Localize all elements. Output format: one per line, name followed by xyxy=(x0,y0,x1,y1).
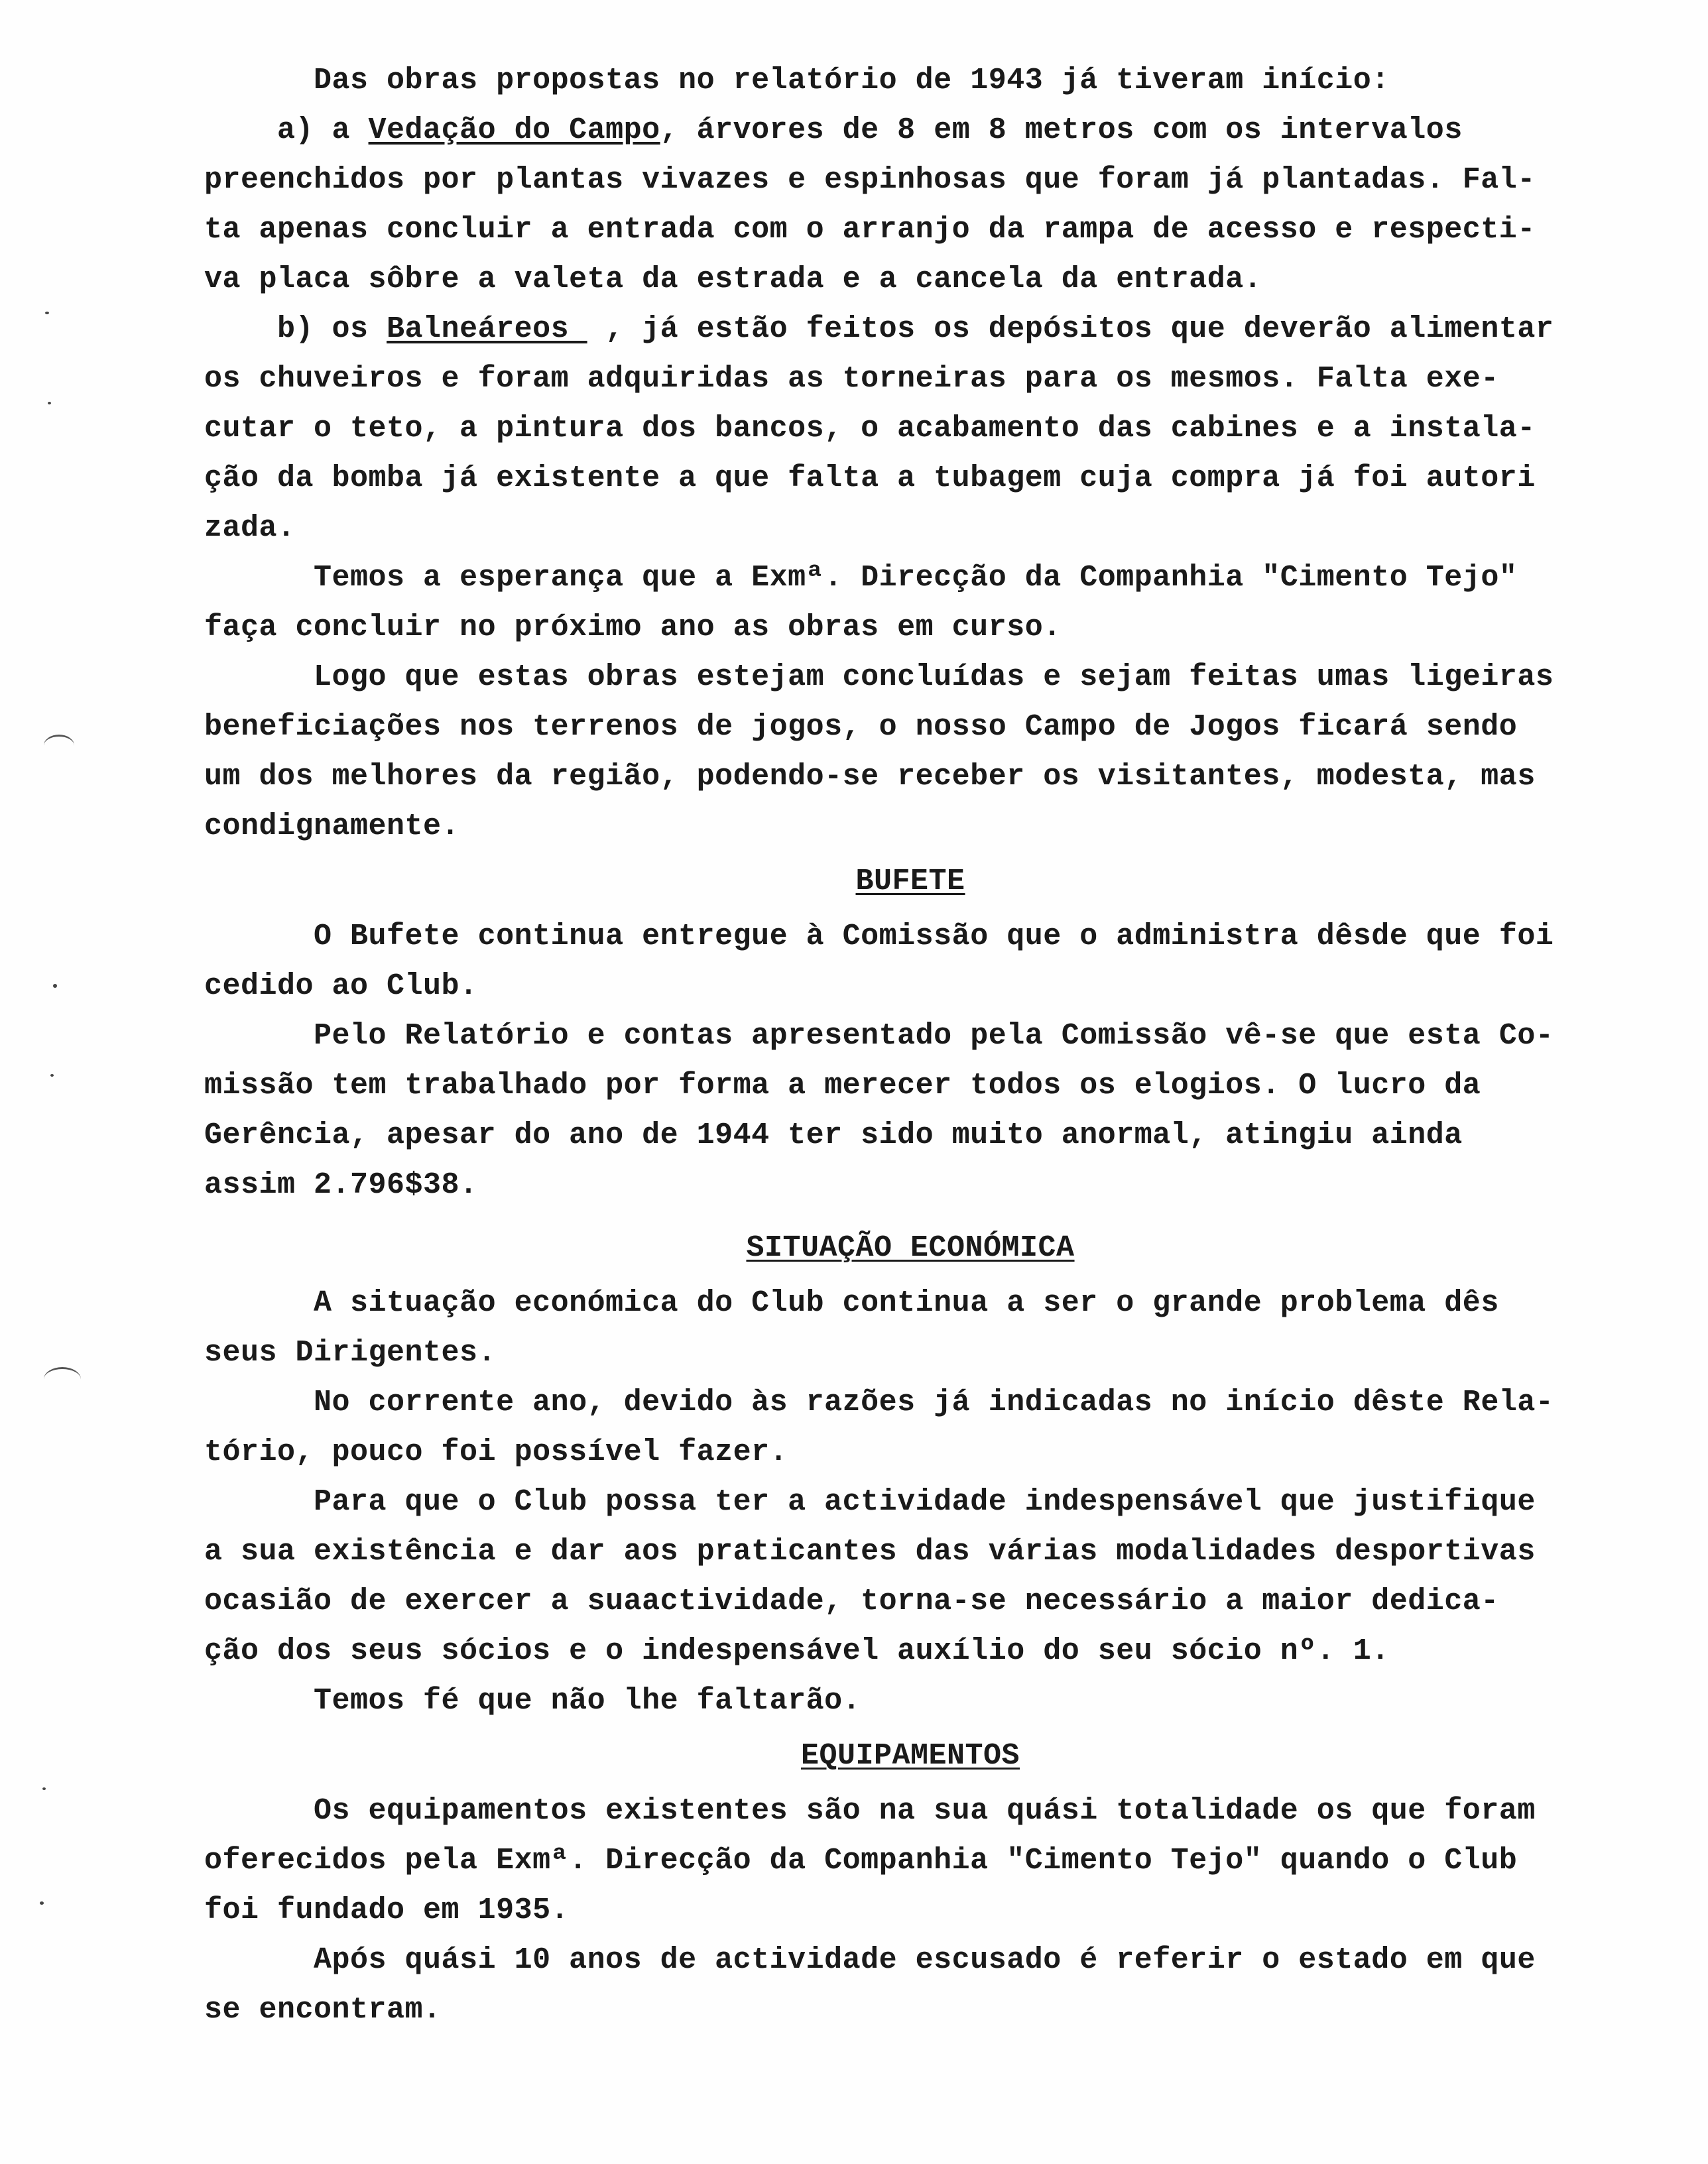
section-obras xyxy=(204,56,1689,851)
line-text: tório, pouco foi possível fazer. xyxy=(204,1435,788,1469)
text-line xyxy=(204,1278,1689,1328)
text-line xyxy=(204,1011,1689,1061)
line-text: beneficiações nos terrenos de jogos, o nosso Campo de Jogos ficará sendo xyxy=(204,710,1518,744)
line-text: ocasião de exercer a suaactividade, torna-se necessário a maior dedica- xyxy=(204,1585,1499,1618)
scan-speck xyxy=(42,1787,46,1790)
line-text: , árvores de 8 em 8 metros com os intervalos xyxy=(660,113,1463,147)
heading-bufete: BUFETE xyxy=(855,865,965,898)
text-line xyxy=(204,1836,1689,1886)
line-text: No corrente ano, devido às razões já indicadas no início dêste Rela- xyxy=(314,1386,1554,1419)
line-text: Após quási 10 anos de actividade escusado é referir o estado em que xyxy=(314,1943,1536,1977)
line-text: ção da bomba já existente a que falta a tubagem cuja compra já foi autori xyxy=(204,461,1536,495)
text-line xyxy=(204,652,1689,702)
text-line xyxy=(204,1985,1689,2035)
text-line: b) os Balneáreos , já estão feitos os depósitos que deverão alimentar xyxy=(204,312,1554,346)
line-text: Gerência, apesar do ano de 1944 ter sido muito anormal, atingiu ainda xyxy=(204,1118,1463,1152)
scan-mark xyxy=(44,1367,81,1392)
underlined-term: Balneáreos xyxy=(387,312,587,346)
line-text: missão tem trabalhado por forma a merecer todos os elogios. O lucro da xyxy=(204,1069,1481,1103)
text-line xyxy=(204,961,1689,1011)
text-line xyxy=(204,1427,1689,1477)
text-line xyxy=(204,912,1689,961)
line-text: Das obras propostas no relatório de 1943 já tiveram início: xyxy=(314,64,1390,97)
line-text: oferecidos pela Exmª. Direcção da Companhia "Cimento Tejo" quando o Club xyxy=(204,1844,1518,1878)
text-line xyxy=(204,1160,1689,1210)
line-text: Para que o Club possa ter a actividade indespensável que justifique xyxy=(314,1485,1536,1519)
text-line xyxy=(204,1477,1689,1527)
text-line xyxy=(204,56,1689,105)
text-line xyxy=(204,1626,1689,1676)
section-situacao-economica xyxy=(204,1278,1689,1726)
text-line xyxy=(204,453,1689,503)
text-line xyxy=(204,255,1689,304)
line-text: Os equipamentos existentes são na sua quási totalidade os que foram xyxy=(314,1794,1536,1828)
text-line xyxy=(204,503,1689,553)
scan-speck xyxy=(40,1901,44,1905)
text-line xyxy=(204,1935,1689,1985)
line-text: A situação económica do Club continua a ser o grande problema dês xyxy=(314,1286,1499,1320)
line-text: os chuveiros e foram adquiridas as torneiras para os mesmos. Falta exe- xyxy=(204,362,1499,396)
document-body xyxy=(204,56,1689,2035)
line-text: ta apenas concluir a entrada com o arranjo da rampa de acesso e respecti- xyxy=(204,213,1536,247)
text-line xyxy=(204,702,1689,752)
scan-mark xyxy=(44,735,74,756)
line-text: Temos a esperança que a Exmª. Direcção da Companhia "Cimento Tejo" xyxy=(314,561,1518,595)
heading-situacao-economica: SITUAÇÃO ECONÓMICA xyxy=(746,1231,1075,1265)
line-text: Logo que estas obras estejam concluídas e sejam feitas umas ligeiras xyxy=(314,660,1554,694)
line-text: se encontram. xyxy=(204,1993,442,2027)
text-line xyxy=(204,802,1689,851)
text-line xyxy=(204,1061,1689,1111)
scan-speck xyxy=(53,984,57,988)
text-line xyxy=(204,752,1689,802)
line-text: a sua existência e dar aos praticantes das várias modalidades desportivas xyxy=(204,1535,1536,1569)
line-text: um dos melhores da região, podendo-se receber os visitantes, modesta, mas xyxy=(204,760,1536,794)
text-line xyxy=(204,404,1689,453)
text-line xyxy=(204,553,1689,603)
section-equipamentos xyxy=(204,1786,1689,2035)
line-text: foi fundado em 1935. xyxy=(204,1894,570,1927)
line-text: O Bufete continua entregue à Comissão que o administra dêsde que foi xyxy=(314,920,1554,953)
scan-speck xyxy=(45,312,49,314)
line-text: cutar o teto, a pintura dos bancos, o acabamento das cabines e a instala- xyxy=(204,412,1536,446)
line-text: va placa sôbre a valeta da estrada e a cancela da entrada. xyxy=(204,263,1262,296)
text-line xyxy=(204,1328,1689,1378)
line-text: ção dos seus sócios e o indespensável auxílio do seu sócio nº. 1. xyxy=(204,1634,1390,1668)
line-text: cedido ao Club. xyxy=(204,969,478,1003)
line-text: faça concluir no próximo ano as obras em curso. xyxy=(204,611,1062,644)
text-line xyxy=(204,354,1689,404)
line-text: seus Dirigentes. xyxy=(204,1336,497,1370)
text-line xyxy=(204,1577,1689,1626)
text-line xyxy=(204,1527,1689,1577)
line-text: preenchidos por plantas vivazes e espinhosas que foram já plantadas. Fal- xyxy=(204,163,1536,197)
scan-speck xyxy=(50,1074,54,1077)
text-line xyxy=(204,1378,1689,1427)
heading-equipamentos: EQUIPAMENTOS xyxy=(800,1739,1020,1773)
text-line xyxy=(204,603,1689,652)
text-line xyxy=(204,1676,1689,1726)
line-text: Pelo Relatório e contas apresentado pela Comissão vê-se que esta Co- xyxy=(314,1019,1554,1053)
text-line xyxy=(204,205,1689,255)
line-text: , já estão feitos os depósitos que deverão alimentar xyxy=(587,312,1554,346)
text-line: a) a Vedação do Campo, árvores de 8 em 8 metros com os intervalos xyxy=(204,113,1463,147)
text-line xyxy=(204,1111,1689,1160)
underlined-term: Vedação do Campo xyxy=(368,113,660,147)
line-text: assim 2.796$38. xyxy=(204,1168,478,1202)
line-text: Temos fé que não lhe faltarão. xyxy=(314,1684,861,1718)
text-line xyxy=(204,155,1689,205)
scan-speck xyxy=(48,402,51,404)
line-text: zada. xyxy=(204,511,296,545)
line-text: condignamente. xyxy=(204,810,460,843)
section-bufete xyxy=(204,912,1689,1210)
text-line xyxy=(204,1786,1689,1836)
text-line xyxy=(204,1886,1689,1935)
